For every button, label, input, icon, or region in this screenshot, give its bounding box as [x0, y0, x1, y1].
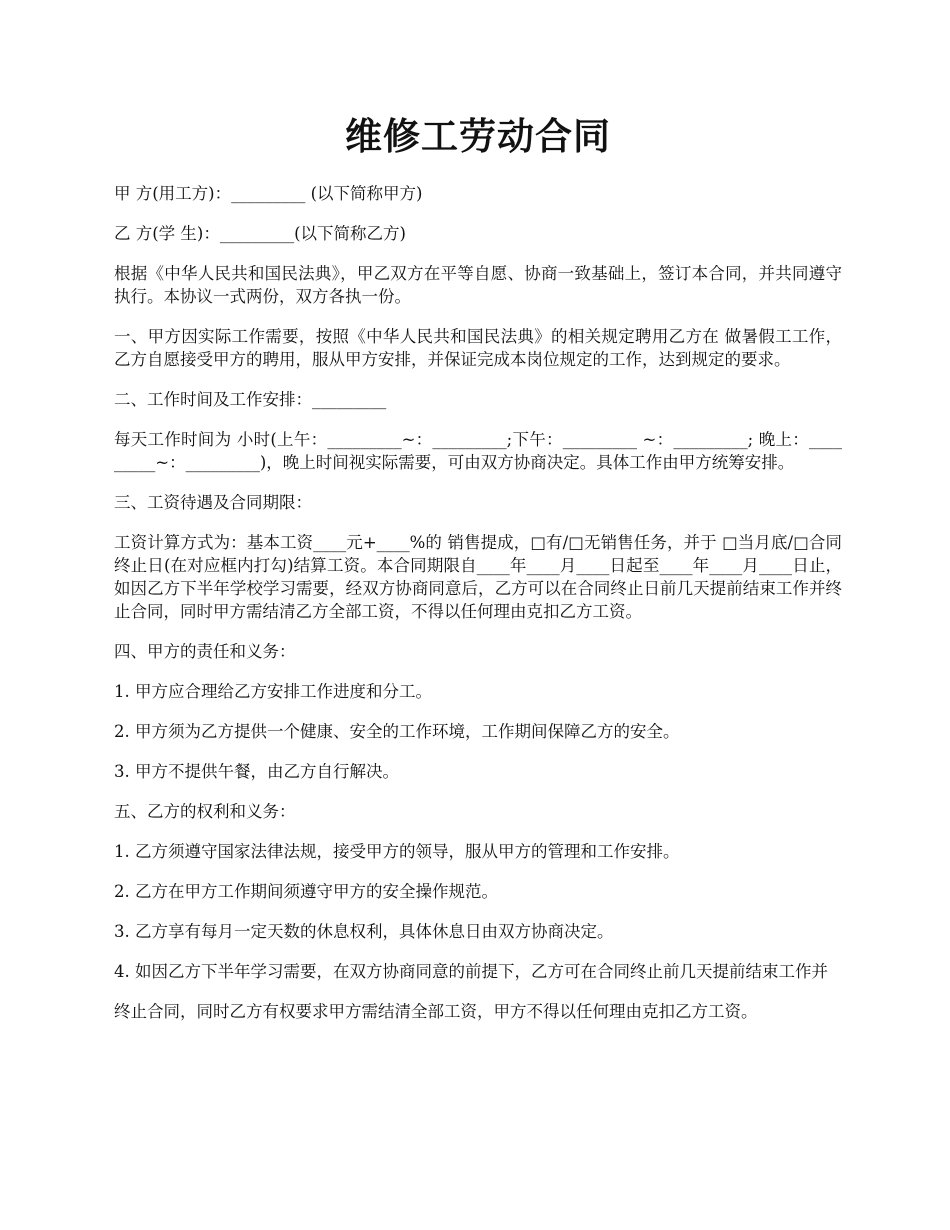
party-b-duty-1: 1. 乙方须遵守国家法律法规，接受甲方的领导，服从甲方的管理和工作安排。	[114, 842, 680, 861]
party-a-duty-3: 3. 甲方不提供午餐，由乙方自行解决。	[114, 762, 399, 781]
party-b-duty-4: 4. 如因乙方下半年学习需要，在双方协商同意的前提下，乙方可在合同终止前几天提前结束工作并	[114, 962, 828, 981]
document-page	[114, 112, 842, 1040]
clause-4-heading: 四、甲方的责任和义务：	[114, 642, 296, 661]
party-b-duty-3: 3. 乙方享有每月一定天数的休息权利，具体休息日由双方协商决定。	[114, 922, 614, 941]
clause-5-heading: 五、乙方的权利和义务：	[114, 802, 296, 821]
wage-paragraph: 工资计算方式为：基本工资____元+____%的 销售提成，□有/□无销售任务，并于 □当月底/□合同终止日(在对应框内打勾)结算工资。本合同期限自____年____月____日起至____年____月____日止，如因乙方下半年学校学习需要，经双方协商同意后，乙方可以在合同终止日前几天提前结束工作并终止合同，同时甲方需结清乙方全部工资，不得以任何理由克扣乙方工资。	[114, 533, 842, 621]
party-b-duty-4-continued: 终止合同，同时乙方有权要求甲方需结清全部工资，甲方不得以任何理由克扣乙方工资。	[114, 1002, 758, 1021]
party-a-duty-2: 2. 甲方须为乙方提供一个健康、安全的工作环境，工作期间保障乙方的安全。	[114, 722, 680, 741]
party-b-line: 乙 方(学 生)：_________(以下简称乙方)	[114, 224, 406, 243]
clause-1-paragraph: 一、甲方因实际工作需要，按照《中华人民共和国民法典》的相关规定聘用乙方在 做暑假工工作，乙方自愿接受甲方的聘用，服从甲方安排，并保证完成本岗位规定的工作，达到规定的要求。	[114, 327, 842, 369]
clause-3-heading: 三、工资待遇及合同期限：	[114, 493, 312, 512]
party-b-duty-2: 2. 乙方在甲方工作期间须遵守甲方的安全操作规范。	[114, 882, 498, 901]
party-a-duty-1: 1. 甲方应合理给乙方安排工作进度和分工。	[114, 682, 432, 701]
clause-2-heading: 二、工作时间及工作安排：_________	[114, 390, 387, 409]
preamble-paragraph: 根据《中华人民共和国民法典》，甲乙双方在平等自愿、协商一致基础上，签订本合同，并共同遵守执行。本协议一式两份，双方各执一份。	[114, 264, 842, 306]
document-title: 维修工劳动合同	[345, 114, 611, 158]
party-a-line: 甲 方(用工方)：_________ (以下简称甲方)	[114, 184, 423, 203]
work-hours-paragraph: 每天工作时间为 小时(上午：_________~：_________;下午：_________ ~：_________; 晚上：_________~：_________)，晚上时间视实际需要，可由双方协商决定。具体工作由甲方统筹安排。	[114, 430, 842, 472]
